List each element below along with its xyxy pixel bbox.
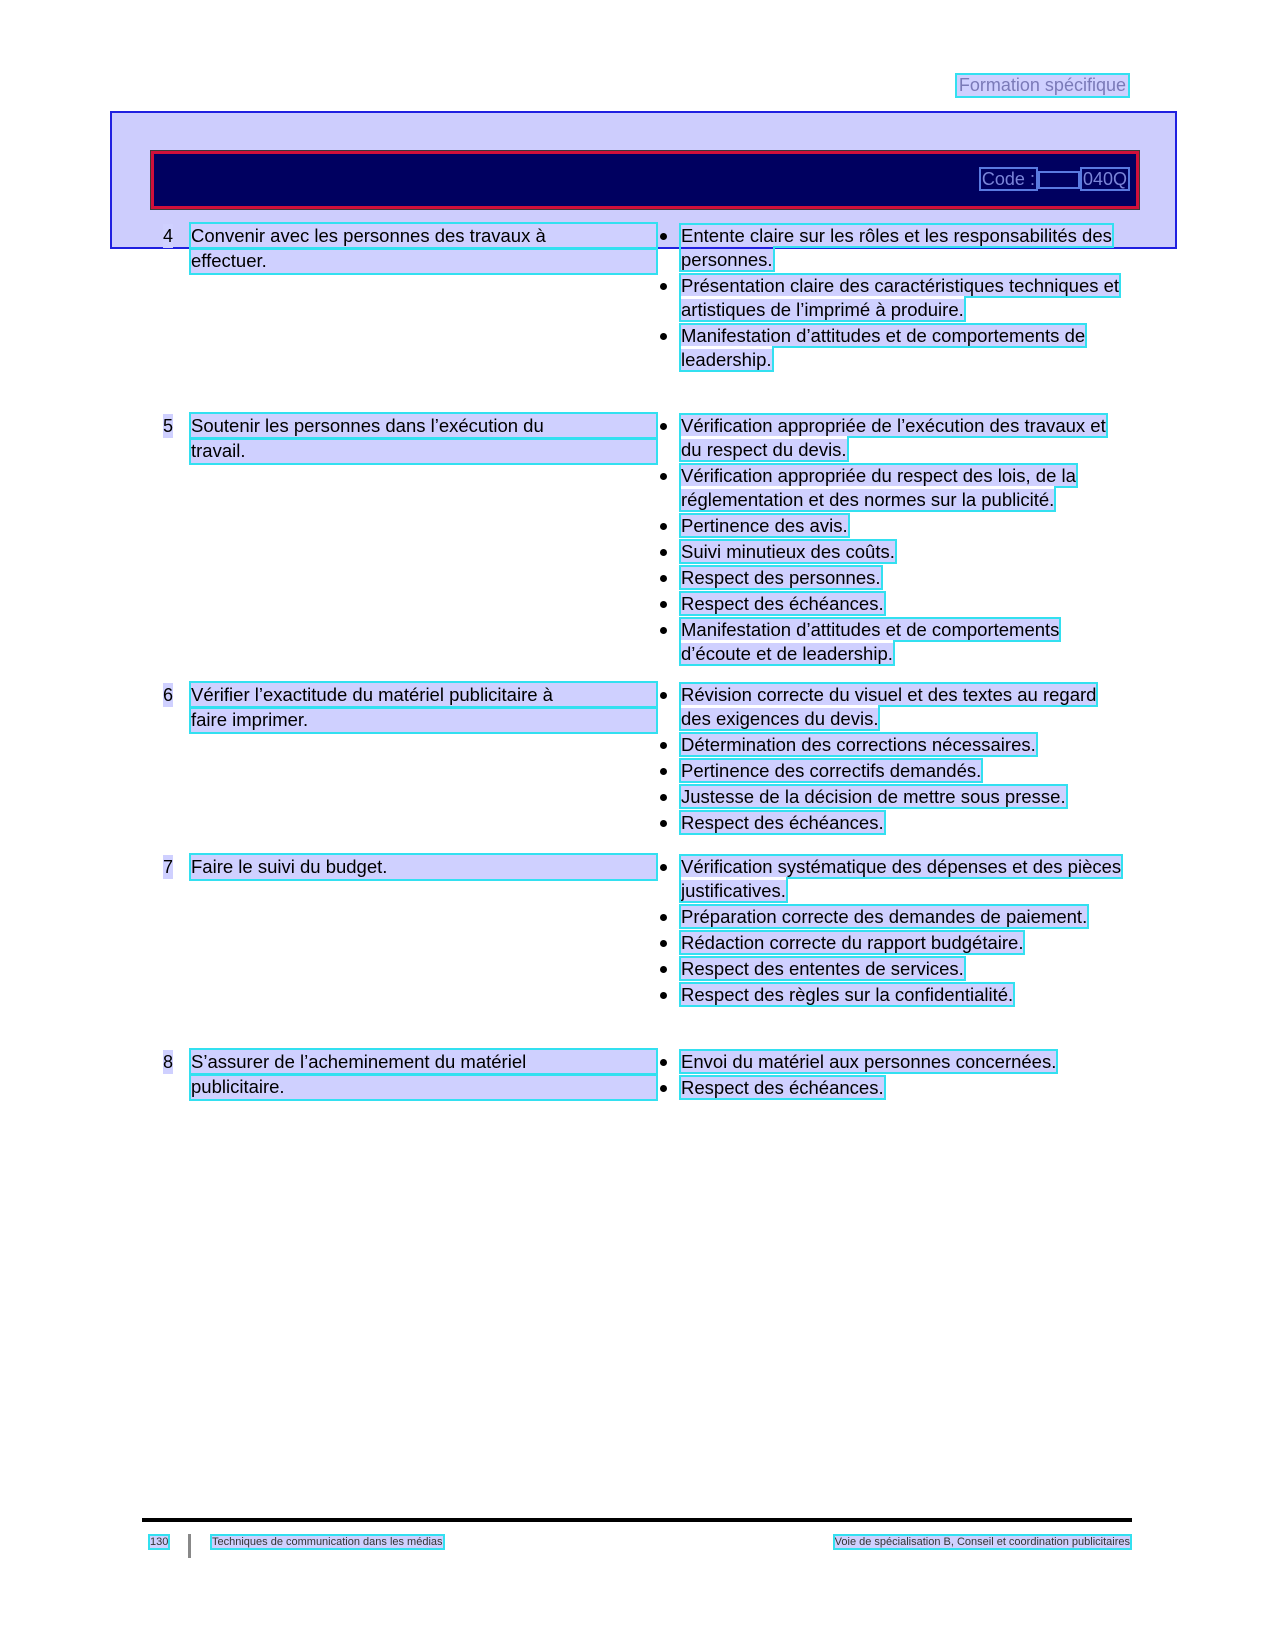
criterion-text: Respect des personnes. (681, 567, 881, 588)
criterion-text: Respect des ententes de services. (681, 958, 964, 979)
running-head: Formation spécifique (958, 75, 1126, 95)
criterion-text: Vérification systématique des dépenses et des pièces justificatives. (681, 856, 1122, 901)
criterion-text: Respect des échéances. (681, 593, 884, 614)
criterion-text: Envoi du matériel aux personnes concernées. (681, 1051, 1057, 1072)
criterion-item (658, 324, 1128, 372)
criteria-list (658, 224, 1128, 374)
criterion-text: Vérification appropriée du respect des lois, de la réglementation et des normes sur la publicité. (681, 465, 1076, 510)
criterion-text: Respect des échéances. (681, 1077, 884, 1098)
criterion-text: Révision correcte du visuel et des textes au regard des exigences du devis. (681, 684, 1097, 729)
criterion-item (658, 1076, 1128, 1100)
footer-right-text: Voie de spécialisation B, Conseil et coordination publicitaires (834, 1536, 1130, 1548)
item-number: 4 (163, 226, 174, 246)
criterion-text: Respect des échéances. (681, 812, 884, 833)
item-number: 7 (163, 857, 174, 877)
task-text (191, 1050, 656, 1100)
criterion-item (658, 414, 1128, 462)
criteria-list (658, 1050, 1128, 1102)
criterion-item (658, 785, 1128, 809)
task-line: Vérifier l’exactitude du matériel publicitaire à (191, 683, 656, 707)
task-text (191, 683, 656, 733)
criterion-text: Préparation correcte des demandes de paiement. (681, 906, 1088, 927)
criterion-text: Manifestation d’attitudes et de comportements de leadership. (681, 325, 1086, 370)
criterion-text: Rédaction correcte du rapport budgétaire. (681, 932, 1024, 953)
task-line: Soutenir les personnes dans l’exécution du (191, 414, 656, 438)
code-label: Code : (981, 169, 1035, 189)
criterion-text: Vérification appropriée de l’exécution des travaux et du respect du devis. (681, 415, 1106, 460)
footer-left-text: Techniques de communication dans les médias (212, 1536, 443, 1548)
criterion-item (658, 733, 1128, 757)
criterion-text: Suivi minutieux des coûts. (681, 541, 895, 562)
criterion-item (658, 514, 1128, 538)
criterion-item (658, 931, 1128, 955)
task-line: effectuer. (191, 249, 656, 273)
criterion-text: Pertinence des avis. (681, 515, 848, 536)
item-number: 6 (163, 685, 174, 705)
title-bar (151, 151, 1139, 209)
criterion-item (658, 855, 1128, 903)
task-text (191, 414, 656, 464)
code-blank (1040, 173, 1078, 187)
task-text (191, 855, 656, 880)
criterion-text: Présentation claire des caractéristiques techniques et artistiques de l’imprimé à produire. (681, 275, 1120, 320)
criterion-item (658, 957, 1128, 981)
task-text (191, 224, 656, 274)
task-line: travail. (191, 439, 656, 463)
criterion-item (658, 540, 1128, 564)
item-number: 5 (163, 416, 174, 436)
task-line: Convenir avec les personnes des travaux à (191, 224, 656, 248)
criterion-item (658, 1050, 1128, 1074)
criterion-item (658, 811, 1128, 835)
criteria-list (658, 855, 1128, 1009)
task-line: S’assurer de l’acheminement du matériel (191, 1050, 656, 1074)
criterion-text: Détermination des corrections nécessaires. (681, 734, 1036, 755)
criterion-text: Respect des règles sur la confidentialité. (681, 984, 1014, 1005)
criterion-text: Pertinence des correctifs demandés. (681, 760, 982, 781)
footer-rule (142, 1518, 1132, 1522)
criterion-item (658, 618, 1128, 666)
criterion-item (658, 464, 1128, 512)
task-line: publicitaire. (191, 1075, 656, 1099)
criteria-list (658, 683, 1128, 837)
page-number: 130 (150, 1536, 169, 1548)
criterion-item (658, 905, 1128, 929)
course-code (977, 169, 1128, 190)
footer-separator (188, 1534, 191, 1558)
criterion-text: Manifestation d’attitudes et de comportements d’écoute et de leadership. (681, 619, 1060, 664)
item-number: 8 (163, 1052, 174, 1072)
criterion-item (658, 566, 1128, 590)
criterion-text: Justesse de la décision de mettre sous presse. (681, 786, 1066, 807)
code-value: 040Q (1082, 169, 1127, 189)
task-line: faire imprimer. (191, 708, 656, 732)
criterion-item (658, 224, 1128, 272)
criterion-text: Entente claire sur les rôles et les responsabilités des personnes. (681, 225, 1112, 270)
task-line: Faire le suivi du budget. (191, 855, 656, 879)
criterion-item (658, 592, 1128, 616)
criterion-item (658, 683, 1128, 731)
criterion-item (658, 274, 1128, 322)
criteria-list (658, 414, 1128, 668)
criterion-item (658, 983, 1128, 1007)
criterion-item (658, 759, 1128, 783)
